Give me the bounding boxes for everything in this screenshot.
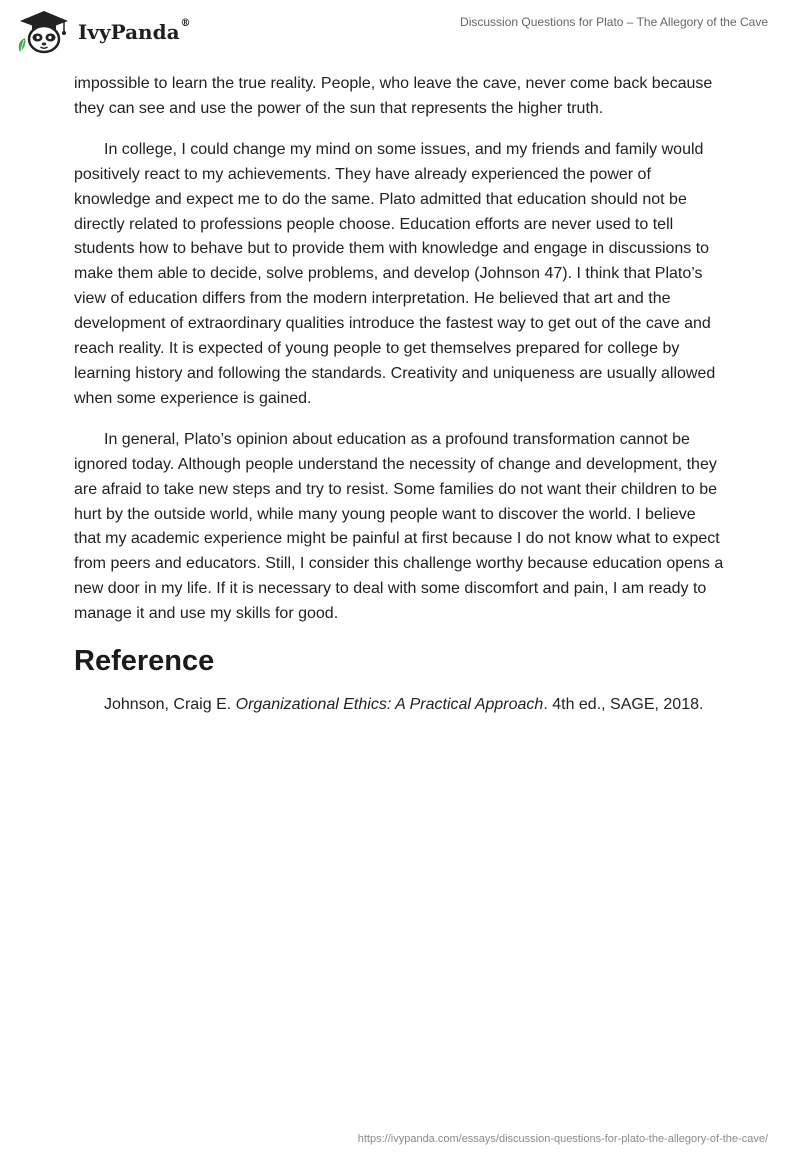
source-url[interactable]: https://ivypanda.com/essays/discussion-questions-for-plato-the-allegory-of-the-cave/: [357, 1133, 768, 1145]
reference-entry: [74, 693, 726, 718]
document-title: Discussion Questions for Plato – The Allegory of the Cave: [460, 15, 768, 29]
brand-name-text: IvyPanda: [78, 20, 180, 44]
reference-author: Johnson, Craig E.: [104, 696, 236, 714]
registered-mark: ®: [180, 18, 191, 29]
essay-body: [74, 72, 726, 734]
paragraph-college: In college, I could change my mind on some issues, and my friends and family would positively react to my achievements. They have already experienced the power of knowledge and expect me to do the same. Plato admitted that education should not be directly related to professions people choose. Education efforts are never used to tell students how to behave but to provide them with knowledge and engage in discussions to make them able to decide, solve problems, and develop (Johnson 47). I think that Plato’s view of education differs from the modern interpretation. He believed that art and the development of extraordinary qualities introduce the fastest way to get out of the cave and reach reality. It is expected of young people to get themselves prepared for college by learning history and following the standards. Creativity and uniqueness are usually allowed when some experience is gained.: [74, 140, 716, 407]
reference-details: . 4th ed., SAGE, 2018.: [543, 696, 704, 714]
page-header: [0, 0, 800, 60]
paragraph-conclusion: In general, Plato’s opinion about education as a profound transformation cannot be ignored today. Although people understand the necessity of change and development, they are afraid to take new steps and try to resist. Some families do not want their children to be hurt by the outside world, while many young people want to discover the world. I believe that my academic experience might be painful at first because I do not know what to expect from peers and educators. Still, I consider this challenge worthy because education opens a new door in my life. If it is necessary to deal with some discomfort and pain, I am ready to manage it and use my skills for good.: [74, 430, 724, 623]
panda-graduate-icon: [14, 8, 78, 54]
reference-title: Organizational Ethics: A Practical Approach: [235, 696, 544, 714]
ivypanda-logo[interactable]: [14, 8, 204, 54]
paragraph-continuation: impossible to learn the true reality. People, who leave the cave, never come back because they can see and use the power of the sun that represents the higher truth.: [74, 75, 713, 117]
reference-heading: Reference: [74, 645, 215, 678]
brand-name: [78, 20, 191, 44]
